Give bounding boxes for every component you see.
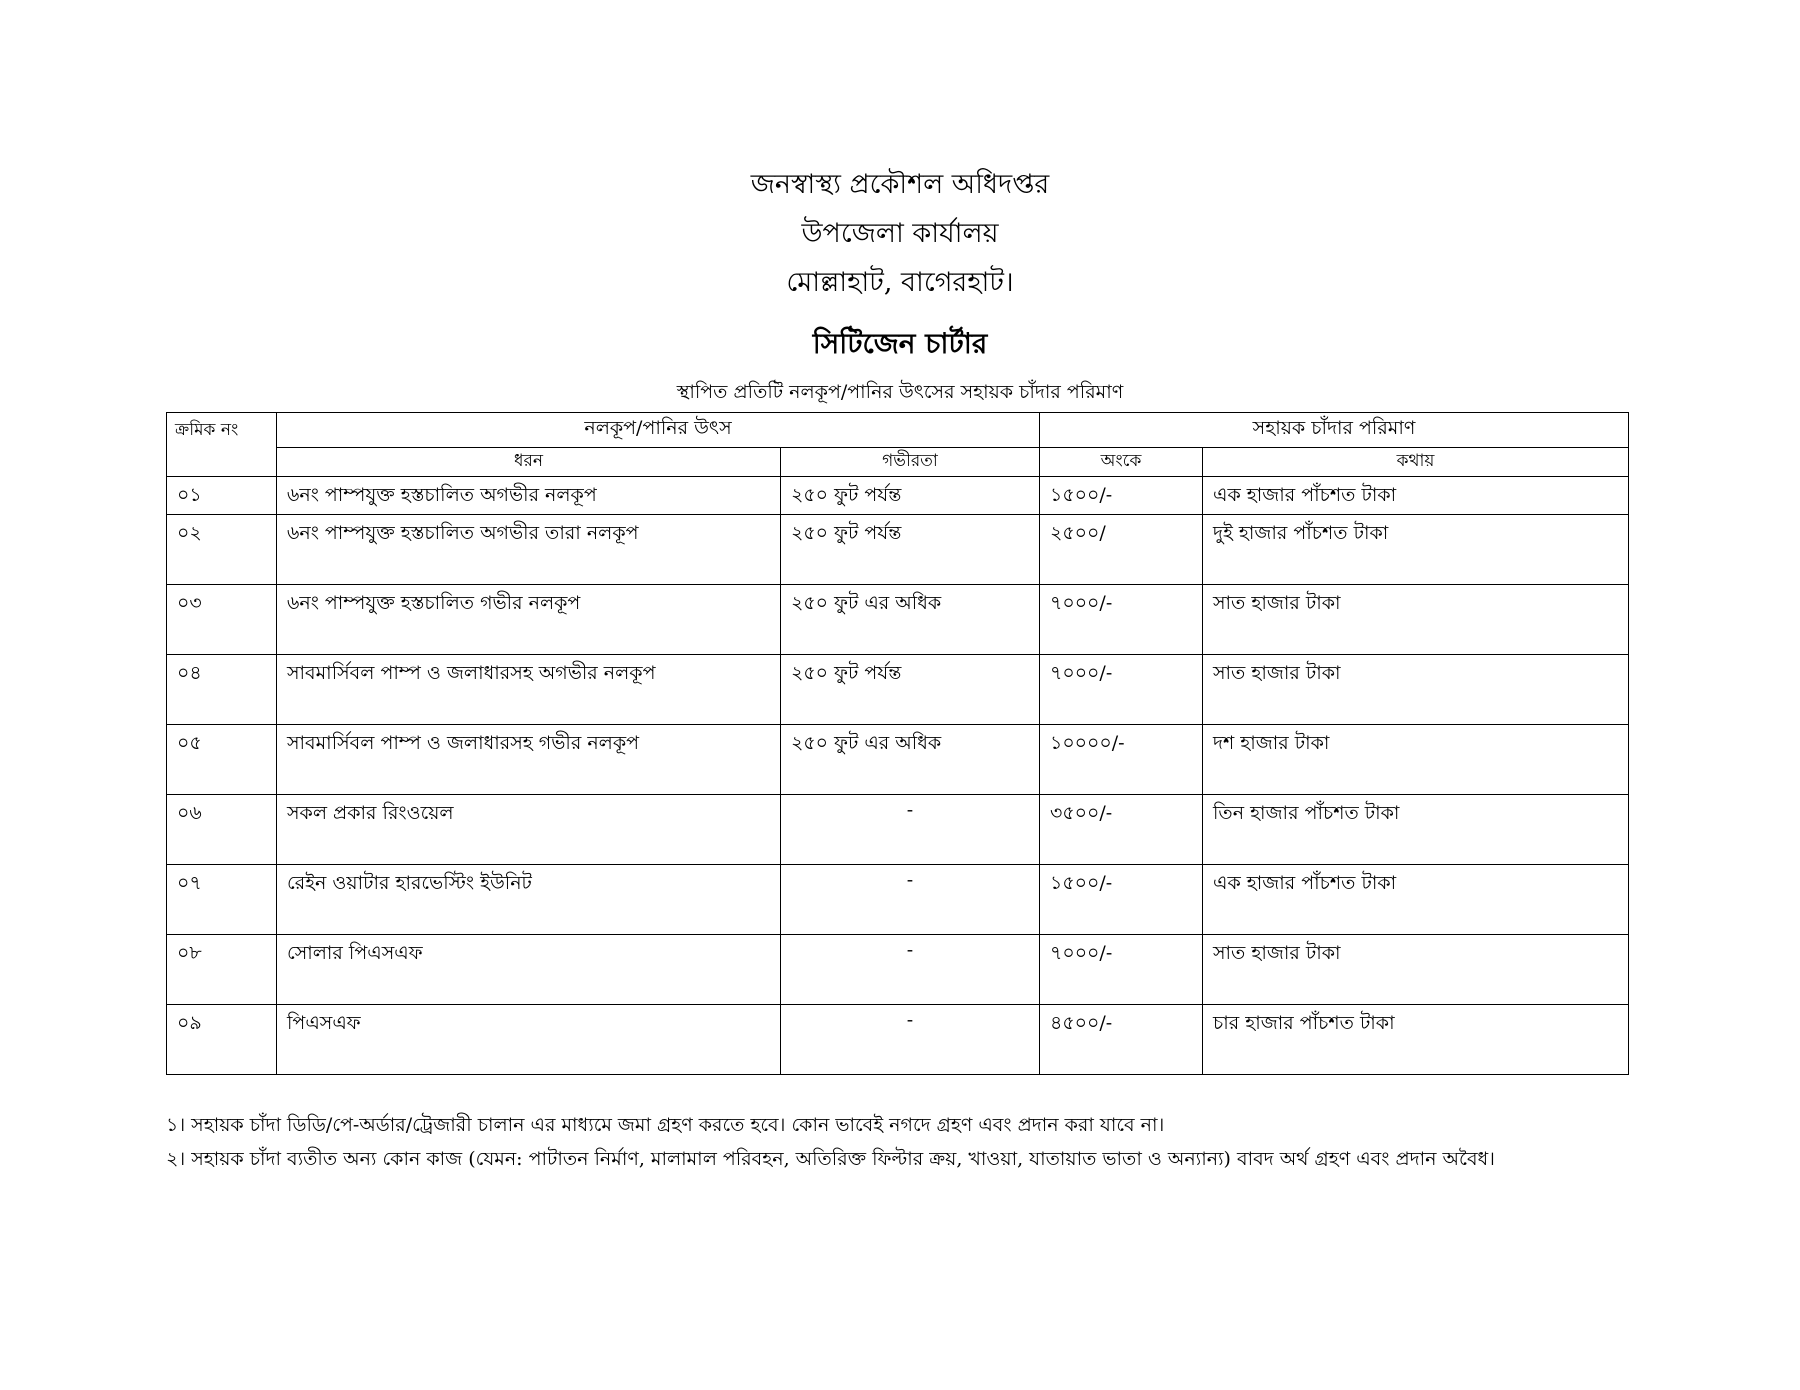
charter-table xyxy=(166,412,1629,1075)
cell-figure: ১৫০০/- xyxy=(1040,477,1203,515)
cell-serial: ০২ xyxy=(167,515,277,585)
cell-serial: ০৯ xyxy=(167,1005,277,1075)
table-caption: স্থাপিত প্রতিটি নলকূপ/পানির উৎসের সহায়ক চাঁদার পরিমাণ xyxy=(676,381,1124,403)
cell-words: তিন হাজার পাঁচশত টাকা xyxy=(1203,795,1629,865)
cell-figure: ২৫০০/ xyxy=(1040,515,1203,585)
table-row xyxy=(167,515,1629,585)
table-row xyxy=(167,795,1629,865)
cell-depth: ২৫০ ফুট পর্যন্ত xyxy=(781,515,1040,585)
cell-words: দুই হাজার পাঁচশত টাকা xyxy=(1203,515,1629,585)
note-item: ১। সহায়ক চাঁদা ডিডি/পে-অর্ডার/ট্রেজারী চালান এর মাধ্যমে জমা গ্রহণ করতে হবে। কোন ভাবেই নগদে গ্রহণ এবং প্রদান করা যাবে না। xyxy=(166,1114,1165,1136)
cell-figure: ৭০০০/- xyxy=(1040,935,1203,1005)
table-row xyxy=(167,725,1629,795)
cell-depth: ২৫০ ফুট পর্যন্ত xyxy=(781,477,1040,515)
cell-words: সাত হাজার টাকা xyxy=(1203,655,1629,725)
cell-serial: ০৬ xyxy=(167,795,277,865)
page-title: সিটিজেন চার্টার xyxy=(812,327,988,360)
cell-type: সকল প্রকার রিংওয়েল xyxy=(277,795,781,865)
cell-type: সাবমার্সিবল পাম্প ও জলাধারসহ গভীর নলকূপ xyxy=(277,725,781,795)
cell-depth: ২৫০ ফুট এর অধিক xyxy=(781,585,1040,655)
cell-figure: ১০০০০/- xyxy=(1040,725,1203,795)
table-row xyxy=(167,865,1629,935)
cell-figure: ৭০০০/- xyxy=(1040,655,1203,725)
cell-type: সোলার পিএসএফ xyxy=(277,935,781,1005)
table-row xyxy=(167,477,1629,515)
cell-serial: ০১ xyxy=(167,477,277,515)
office-header xyxy=(0,160,1800,307)
cell-depth: ২৫০ ফুট এর অধিক xyxy=(781,725,1040,795)
column-header-words: কথায় xyxy=(1203,448,1629,477)
column-header-figure: অংকে xyxy=(1040,448,1203,477)
cell-serial: ০৭ xyxy=(167,865,277,935)
cell-words: সাত হাজার টাকা xyxy=(1203,585,1629,655)
cell-type: সাবমার্সিবল পাম্প ও জলাধারসহ অগভীর নলকূপ xyxy=(277,655,781,725)
column-header-type: ধরন xyxy=(277,448,781,477)
cell-type: রেইন ওয়াটার হারভেস্টিং ইউনিট xyxy=(277,865,781,935)
cell-figure: ১৫০০/- xyxy=(1040,865,1203,935)
cell-figure: ৭০০০/- xyxy=(1040,585,1203,655)
table-row xyxy=(167,1005,1629,1075)
cell-words: এক হাজার পাঁচশত টাকা xyxy=(1203,477,1629,515)
cell-depth: - xyxy=(781,1005,1040,1075)
table-row xyxy=(167,655,1629,725)
cell-serial: ০৩ xyxy=(167,585,277,655)
cell-type: পিএসএফ xyxy=(277,1005,781,1075)
department-name: জনস্বাস্থ্য প্রকৌশল অধিদপ্তর xyxy=(750,169,1050,200)
table-subheader-row xyxy=(167,448,1629,477)
cell-depth: - xyxy=(781,935,1040,1005)
cell-words: দশ হাজার টাকা xyxy=(1203,725,1629,795)
cell-serial: ০৫ xyxy=(167,725,277,795)
cell-figure: ৪৫০০/- xyxy=(1040,1005,1203,1075)
note-item: ২। সহায়ক চাঁদা ব্যতীত অন্য কোন কাজ (যেমন: পাটাতন নির্মাণ, মালামাল পরিবহন, অতিরিক্ত ফিল্টার ক্রয়, খাওয়া, যাতায়াত ভাতা ও অন্যান্য) বাবদ অর্থ গ্রহণ এবং প্রদান অবৈধ। xyxy=(166,1148,1495,1170)
column-header-serial: ক্রমিক নং xyxy=(167,413,277,477)
cell-serial: ০৮ xyxy=(167,935,277,1005)
cell-type: ৬নং পাম্পযুক্ত হস্তচালিত গভীর নলকূপ xyxy=(277,585,781,655)
table-row xyxy=(167,935,1629,1005)
column-header-depth: গভীরতা xyxy=(781,448,1040,477)
cell-depth: - xyxy=(781,865,1040,935)
cell-type: ৬নং পাম্পযুক্ত হস্তচালিত অগভীর নলকূপ xyxy=(277,477,781,515)
column-group-amount: সহায়ক চাঁদার পরিমাণ xyxy=(1040,413,1629,448)
cell-serial: ০৪ xyxy=(167,655,277,725)
cell-depth: ২৫০ ফুট পর্যন্ত xyxy=(781,655,1040,725)
cell-type: ৬নং পাম্পযুক্ত হস্তচালিত অগভীর তারা নলকূপ xyxy=(277,515,781,585)
column-group-source: নলকূপ/পানির উৎস xyxy=(277,413,1040,448)
cell-depth: - xyxy=(781,795,1040,865)
table-header-row xyxy=(167,413,1629,448)
office-location: মোল্লাহাট, বাগেরহাট। xyxy=(786,267,1014,298)
notes-section xyxy=(166,1108,1495,1176)
cell-figure: ৩৫০০/- xyxy=(1040,795,1203,865)
cell-words: সাত হাজার টাকা xyxy=(1203,935,1629,1005)
cell-words: এক হাজার পাঁচশত টাকা xyxy=(1203,865,1629,935)
cell-words: চার হাজার পাঁচশত টাকা xyxy=(1203,1005,1629,1075)
office-name: উপজেলা কার্যালয় xyxy=(801,218,999,249)
table-row xyxy=(167,585,1629,655)
